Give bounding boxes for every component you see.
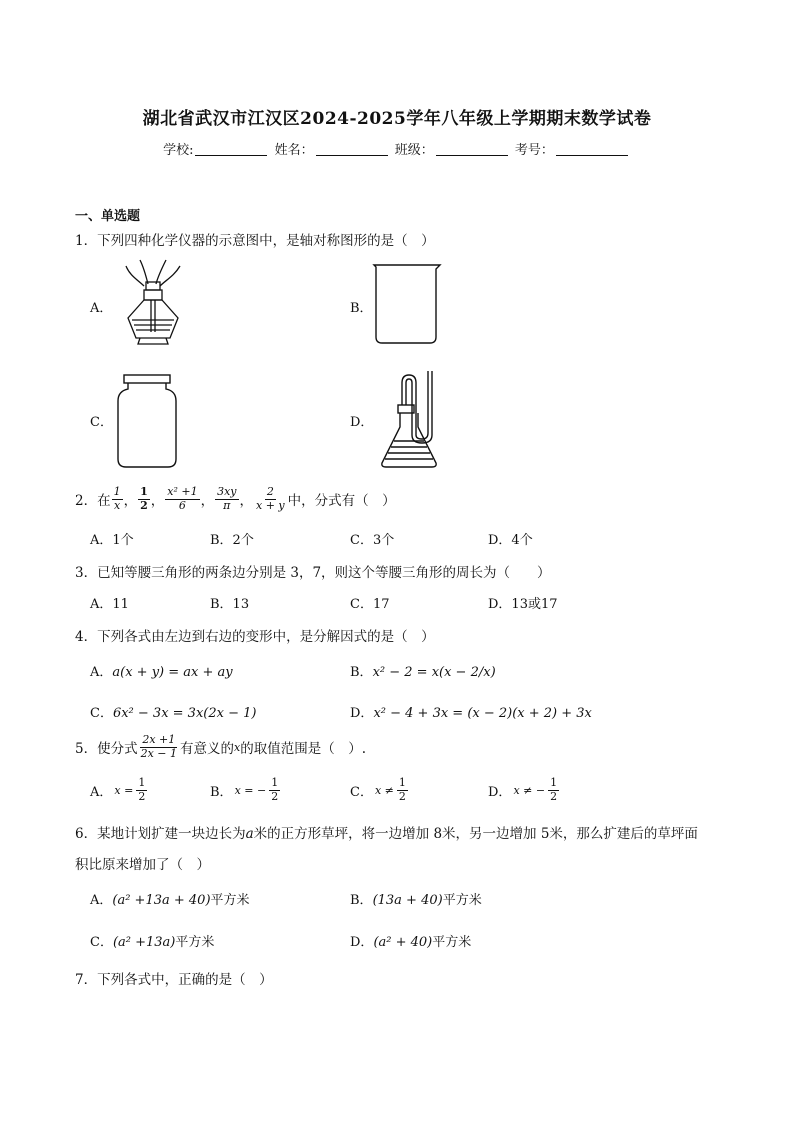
- q5-a-den: 2: [138, 789, 146, 803]
- q5-a-label: A．: [90, 784, 113, 800]
- q2-f2-den: 2: [140, 498, 148, 512]
- q2-f3-num: x² +1: [167, 485, 198, 498]
- q5-c-label: C．: [350, 784, 373, 800]
- question-6-stem-line-1: [75, 822, 698, 842]
- q5-var: x: [234, 740, 241, 754]
- q2-fraction-5: [254, 486, 287, 512]
- q4-a-expr: a(x + y) = ax + ay: [112, 665, 233, 680]
- q5-d-label: D．: [488, 784, 512, 800]
- school-label: 学校:: [163, 143, 194, 158]
- q6-option-d: [350, 931, 471, 950]
- q5-d-num: 1: [550, 776, 558, 789]
- q4-c-expr: 6x² − 3x = 3x(2x − 1): [112, 706, 257, 721]
- q5-frac-den: 2x − 1: [140, 746, 178, 760]
- q4-option-b: [350, 661, 496, 680]
- q3-option-b: B．13: [210, 597, 250, 612]
- q5-option-a: [90, 777, 148, 803]
- q4-c-label: C．: [90, 706, 113, 721]
- beaker-figure: [372, 263, 444, 345]
- q5-b-num: 1: [271, 776, 279, 789]
- q2-fraction-4: [215, 486, 238, 512]
- q3-option-a: A．11: [90, 597, 129, 612]
- question-3-stem: 3．已知等腰三角形的两条边分别是 3，7，则这个等腰三角形的周长为（ ）: [75, 565, 551, 581]
- class-blank: [436, 143, 508, 156]
- q2-f5-num: 2: [266, 485, 274, 498]
- school-blank: [195, 143, 267, 156]
- q5-frac-num: 2x +1: [142, 733, 176, 746]
- q3-option-c: C．17: [350, 597, 390, 612]
- q4-b-label: B．: [350, 665, 373, 680]
- q6-option-c: [90, 931, 214, 950]
- q1-option-b-label: B．: [350, 301, 373, 316]
- q5-b-frac: [269, 777, 280, 803]
- q5-d-rel: x ≠ −: [513, 783, 546, 797]
- q1-option-c-label: C．: [90, 415, 113, 430]
- q6-c-expr: (a² +13a): [112, 935, 176, 950]
- question-1-stem: 1．下列四种化学仪器的示意图中，是轴对称图形的是（ ）: [75, 233, 435, 249]
- q6-line1-b: 米的正方形草坪，将一边增加 8米，另一边增加 5米，那么扩建后的草坪面: [253, 826, 698, 842]
- q1-option-d-label: D．: [350, 415, 374, 430]
- q5-c-num: 1: [398, 776, 406, 789]
- q5-suffix: 的取值范围是（ ）.: [240, 741, 367, 758]
- question-2-stem: 2．在 $\frac{1}{x}$ ， $\frac{1}{2}$ ， $\frac{\text{x² +1}}{6}$ ， $\frac{3xy}{\pi}$ ， $\frac{2}{x + y}$ 中，分式有（ ）: [75, 485, 396, 512]
- q5-b-label: B．: [210, 784, 233, 800]
- q5-middle: 有意义的: [180, 741, 235, 758]
- q2-f3-den: 6: [178, 498, 186, 512]
- conical-flask-figure: [378, 369, 444, 471]
- q6-line1-a: 6．某地计划扩建一块边长为: [75, 826, 246, 842]
- q4-d-expr: x² − 4 + 3x = (x − 2)(x + 2) + 3x: [373, 706, 592, 721]
- question-6-stem-line-2: 积比原来增加了（ ）: [75, 857, 210, 873]
- q5-fraction: [139, 734, 179, 760]
- q4-a-label: A．: [90, 665, 113, 680]
- q5-a-num: 1: [138, 776, 146, 789]
- q6-d-label: D．: [350, 935, 374, 950]
- q6-option-b: [350, 889, 482, 908]
- q5-c-rel: x ≠: [374, 783, 394, 797]
- class-label: 班级：: [394, 143, 434, 158]
- alcohol-lamp-figure: [118, 258, 188, 348]
- q1-option-a-label: A．: [90, 301, 113, 316]
- q6-b-label: B．: [350, 893, 373, 908]
- q6-a-label: A．: [90, 893, 113, 908]
- q5-option-d: [488, 777, 560, 803]
- q2-suffix: 中，分式有（ ）: [287, 493, 396, 510]
- q6-option-a: [90, 889, 250, 908]
- q6-a-expr: (a² +13a + 40): [112, 893, 211, 908]
- q5-a-rel: x =: [114, 783, 134, 797]
- exam-number-label: 考号：: [514, 143, 554, 158]
- q2-f1-num: 1: [113, 485, 121, 498]
- question-4-stem: 4．下列各式由左边到右边的变形中，是分解因式的是（ ）: [75, 629, 435, 645]
- q5-d-den: 2: [550, 789, 558, 803]
- q2-f5-den: x + y: [256, 498, 285, 512]
- q6-c-label: C．: [90, 935, 113, 950]
- q2-option-c: C．3个: [350, 533, 395, 548]
- q5-c-frac: [397, 777, 408, 803]
- question-5-stem: [75, 734, 366, 760]
- q6-c-unit: 平方米: [175, 935, 215, 950]
- name-blank: [316, 143, 388, 156]
- q5-d-frac: [548, 777, 559, 803]
- reagent-bottle-figure: [114, 373, 180, 469]
- section-heading: 一、单选题: [75, 209, 141, 224]
- question-7-stem: 7．下列各式中，正确的是（ ）: [75, 972, 273, 988]
- q2-f4-den: π: [223, 498, 231, 512]
- q3-option-d: D．13或17: [488, 597, 558, 612]
- q2-f1-den: x: [113, 498, 121, 512]
- q5-prefix: 5．使分式: [75, 741, 138, 758]
- q5-b-rel: x = −: [234, 783, 267, 797]
- q6-var: a: [245, 826, 254, 842]
- name-label: 姓名：: [274, 143, 314, 158]
- q2-option-d: D．4个: [488, 533, 533, 548]
- q2-fraction-3: [165, 486, 199, 512]
- q4-option-d: [350, 702, 592, 721]
- q2-fraction-2: [138, 486, 150, 512]
- q4-option-c: [90, 702, 256, 721]
- exam-number-blank: [556, 143, 628, 156]
- q4-option-a: [90, 661, 233, 680]
- q2-option-b: B．2个: [210, 533, 254, 548]
- q6-a-unit: 平方米: [210, 893, 250, 908]
- exam-title: 湖北省武汉市江汉区2024-2025学年八年级上学期期末数学试卷: [142, 109, 652, 129]
- q4-b-expr: x² − 2 = x(x − 2/x): [372, 665, 496, 680]
- q2-f4-num: 3xy: [217, 485, 237, 498]
- q5-c-den: 2: [398, 789, 406, 803]
- q4-d-label: D．: [350, 706, 374, 721]
- q2-fraction-1: [112, 486, 123, 512]
- q6-d-expr: (a² + 40): [373, 935, 433, 950]
- q5-option-b: [210, 777, 281, 803]
- q5-a-frac: [136, 777, 147, 803]
- q6-d-unit: 平方米: [432, 935, 472, 950]
- q2-f2-num: 1: [140, 485, 148, 498]
- q5-b-den: 2: [271, 789, 279, 803]
- q6-b-unit: 平方米: [442, 893, 482, 908]
- q5-option-c: [350, 777, 409, 803]
- q2-prefix: 2．在: [75, 493, 111, 510]
- q6-b-expr: (13a + 40): [372, 893, 443, 908]
- student-info-line: [0, 139, 794, 158]
- q2-option-a: A．1个: [90, 533, 134, 548]
